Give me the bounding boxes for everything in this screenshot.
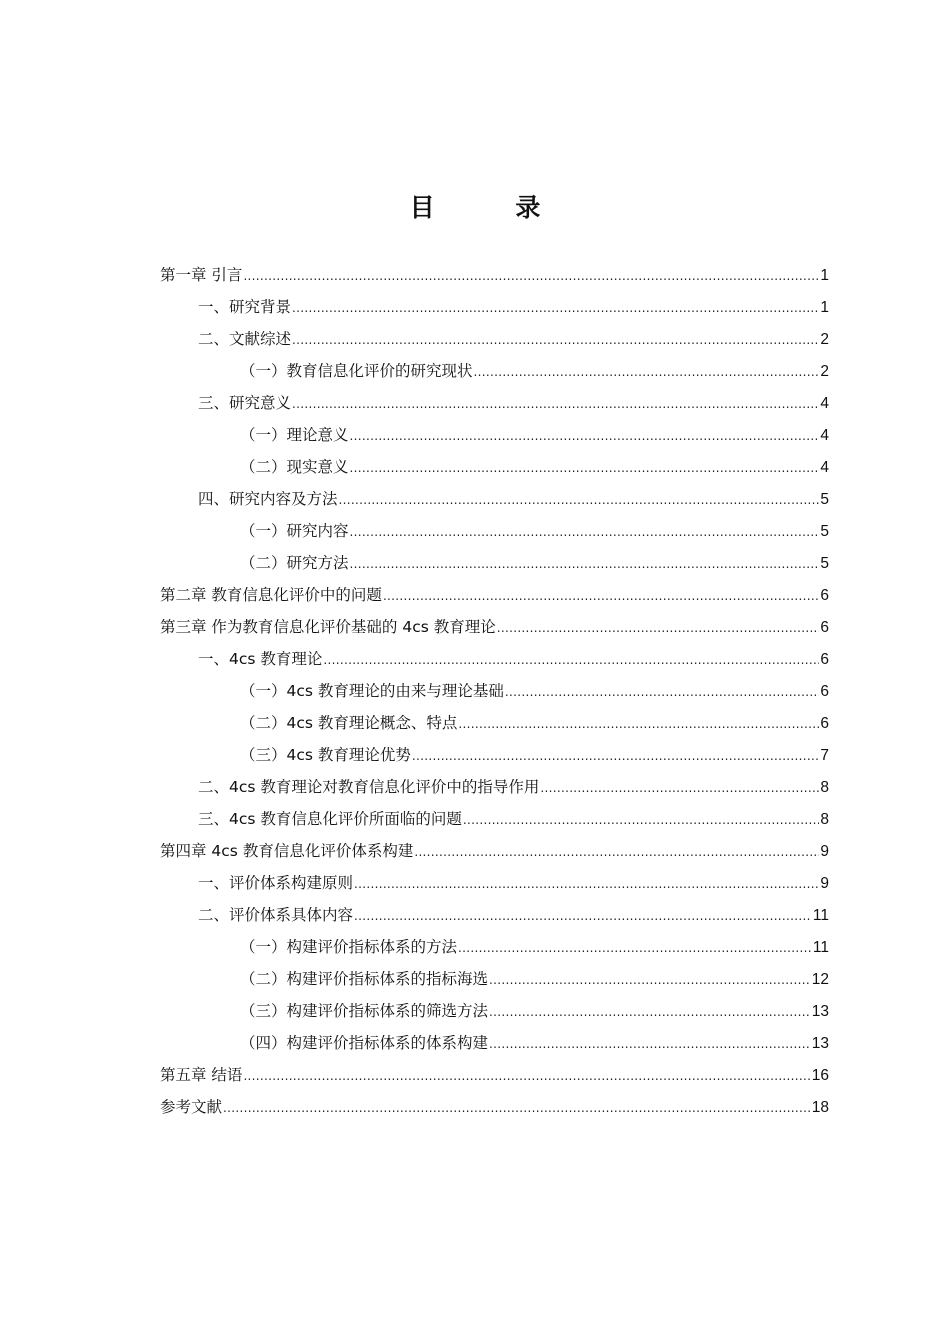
toc-dot-leader: [474, 356, 820, 388]
toc-dot-leader: [354, 900, 812, 932]
toc-dot-leader: [243, 1060, 810, 1092]
toc-entry[interactable]: [160, 835, 829, 867]
toc-page-number: 4: [820, 395, 829, 412]
toc-entry-text: （二）研究方法: [240, 554, 349, 572]
toc-entry-text: 一、4cs 教育理论: [198, 650, 323, 668]
toc-entry-text: 二、评价体系具体内容: [198, 906, 354, 924]
toc-title: 目 录: [409, 193, 577, 222]
toc-page-number: 2: [820, 331, 829, 348]
toc-page-number: 8: [820, 779, 829, 796]
toc-entry-text: （三）4cs 教育理论优势: [240, 746, 411, 764]
toc-entry[interactable]: [160, 259, 829, 291]
toc-dot-leader: [350, 452, 820, 484]
toc-entry-text: 四、研究内容及方法: [198, 490, 338, 508]
toc-entry[interactable]: [160, 643, 829, 675]
toc-entry-text: 第三章 作为教育信息化评价基础的 4cs 教育理论: [160, 618, 496, 636]
toc-entry-text: （一）研究内容: [240, 522, 349, 540]
toc-page-number: 4: [820, 459, 829, 476]
toc-entry[interactable]: [160, 419, 829, 451]
toc-dot-leader: [292, 388, 819, 420]
toc-entry-text: 第二章 教育信息化评价中的问题: [160, 586, 382, 604]
toc-entry-text: （二）构建评价指标体系的指标海选: [240, 970, 489, 988]
toc-entry[interactable]: [160, 707, 829, 739]
toc-entry[interactable]: [160, 579, 829, 611]
toc-entry[interactable]: [160, 451, 829, 483]
toc-page-number: 6: [820, 619, 829, 636]
toc-page-number: 6: [820, 715, 829, 732]
toc-entry-text: 第四章 4cs 教育信息化评价体系构建: [160, 842, 414, 860]
toc-entry[interactable]: [160, 1027, 829, 1059]
toc-dot-leader: [292, 292, 819, 324]
toc-entry[interactable]: [160, 355, 829, 387]
toc-page-number: 6: [820, 683, 829, 700]
toc-page-number: 1: [820, 267, 829, 284]
toc-page-number: 11: [812, 939, 829, 956]
toc-entry[interactable]: [160, 387, 829, 419]
toc-dot-leader: [497, 612, 820, 644]
toc-entry-text: 第一章 引言: [160, 266, 243, 284]
toc-entry-text: 三、研究意义: [198, 394, 292, 412]
toc-entry-text: 一、评价体系构建原则: [198, 874, 354, 892]
toc-page-number: 6: [820, 651, 829, 668]
toc-entry-text: 二、文献综述: [198, 330, 292, 348]
toc-entry-text: （三）构建评价指标体系的筛选方法: [240, 1002, 489, 1020]
toc-entry-text: 第五章 结语: [160, 1066, 243, 1084]
toc-entry-text: （二）现实意义: [240, 458, 349, 476]
toc-dot-leader: [540, 772, 819, 804]
toc-page-number: 1: [820, 299, 829, 316]
toc-page-number: 9: [820, 875, 829, 892]
toc-entry[interactable]: [160, 963, 829, 995]
toc-page-number: 16: [811, 1067, 829, 1084]
toc-dot-leader: [339, 484, 820, 516]
toc-dot-leader: [350, 548, 820, 580]
toc-dot-leader: [458, 708, 819, 740]
toc-page-number: 13: [811, 1003, 829, 1020]
toc-page-number: 4: [820, 427, 829, 444]
toc-dot-leader: [354, 868, 819, 900]
toc-dot-leader: [383, 580, 819, 612]
toc-list: [160, 259, 829, 1123]
toc-entry[interactable]: [160, 995, 829, 1027]
toc-entry-text: （一）教育信息化评价的研究现状: [240, 362, 473, 380]
toc-page-number: 11: [812, 907, 829, 924]
toc-entry-text: （一）4cs 教育理论的由来与理论基础: [240, 682, 504, 700]
toc-dot-leader: [458, 932, 812, 964]
toc-dot-leader: [463, 804, 819, 836]
toc-dot-leader: [489, 1028, 811, 1060]
toc-entry[interactable]: [160, 515, 829, 547]
toc-dot-leader: [323, 644, 819, 676]
toc-entry-text: 参考文献: [160, 1098, 223, 1116]
toc-dot-leader: [350, 516, 820, 548]
toc-entry[interactable]: [160, 771, 829, 803]
toc-dot-leader: [505, 676, 819, 708]
toc-dot-leader: [414, 836, 819, 868]
toc-entry[interactable]: [160, 931, 829, 963]
toc-dot-leader: [243, 260, 819, 292]
toc-dot-leader: [292, 324, 819, 356]
toc-entry-text: 一、研究背景: [198, 298, 292, 316]
toc-entry[interactable]: [160, 867, 829, 899]
toc-page-number: 13: [811, 1035, 829, 1052]
toc-dot-leader: [489, 996, 811, 1028]
toc-entry-text: （一）理论意义: [240, 426, 349, 444]
toc-entry[interactable]: [160, 291, 829, 323]
toc-entry[interactable]: [160, 803, 829, 835]
toc-entry[interactable]: [160, 675, 829, 707]
toc-entry-text: （四）构建评价指标体系的体系构建: [240, 1034, 489, 1052]
toc-entry-text: （二）4cs 教育理论概念、特点: [240, 714, 458, 732]
toc-entry-text: 三、4cs 教育信息化评价所面临的问题: [198, 810, 462, 828]
toc-entry-text: 二、4cs 教育理论对教育信息化评价中的指导作用: [198, 778, 540, 796]
toc-page-number: 5: [820, 555, 829, 572]
toc-page-number: 5: [820, 491, 829, 508]
toc-entry-text: （一）构建评价指标体系的方法: [240, 938, 458, 956]
toc-entry[interactable]: [160, 739, 829, 771]
toc-entry[interactable]: [160, 899, 829, 931]
toc-entry[interactable]: [160, 323, 829, 355]
toc-page-number: 18: [811, 1099, 829, 1116]
toc-entry[interactable]: [160, 547, 829, 579]
toc-page-number: 7: [820, 747, 829, 764]
toc-entry[interactable]: [160, 611, 829, 643]
toc-dot-leader: [223, 1092, 811, 1124]
toc-page-number: 9: [820, 843, 829, 860]
toc-page-number: 6: [820, 587, 829, 604]
toc-dot-leader: [412, 740, 819, 772]
toc-page-number: 5: [820, 523, 829, 540]
toc-entry[interactable]: [160, 1091, 829, 1123]
toc-page-number: 2: [820, 363, 829, 380]
toc-page-number: 12: [811, 971, 829, 988]
toc-page-number: 8: [820, 811, 829, 828]
toc-dot-leader: [489, 964, 811, 996]
toc-entry[interactable]: [160, 1059, 829, 1091]
toc-dot-leader: [350, 420, 820, 452]
toc-entry[interactable]: [160, 483, 829, 515]
